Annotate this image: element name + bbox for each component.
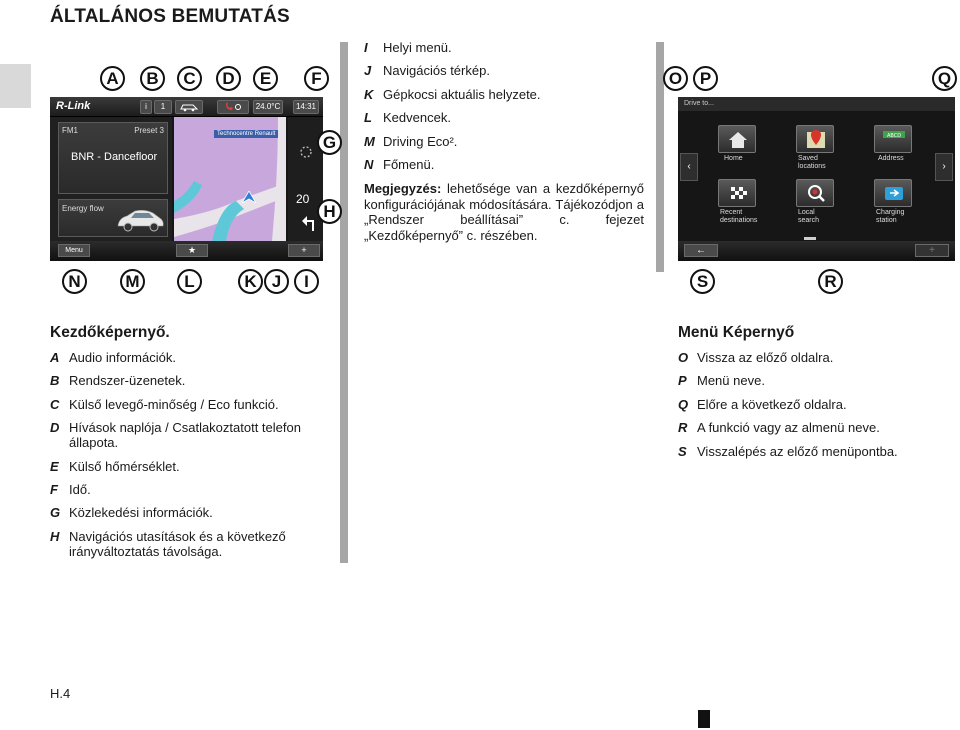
callout-j: J (264, 269, 289, 294)
local-menu-button[interactable]: + (288, 244, 320, 257)
callout-b: B (140, 66, 165, 91)
callout-r: R (818, 269, 843, 294)
menu-legend-list (678, 350, 953, 467)
callout-c: C (177, 66, 202, 91)
legend-item-c: C Külső levegő-minőség / Eco funkció. (50, 396, 279, 412)
corner-mark (698, 710, 710, 728)
next-page-button[interactable]: › (935, 153, 953, 181)
callout-g: G (317, 130, 342, 155)
legend-item-r: R A funkció vagy az almenü neve. (678, 420, 880, 436)
column-divider-left (340, 42, 348, 563)
callout-i: I (294, 269, 319, 294)
callout-e: E (253, 66, 278, 91)
radio-preset: Preset 3 (134, 126, 164, 135)
back-button[interactable]: ← (684, 244, 718, 257)
radio-station: BNR - Dancefloor (71, 151, 158, 163)
side-tab (0, 64, 31, 108)
page-indicator (804, 237, 816, 240)
legend-item-j: J Navigációs térkép. (364, 63, 490, 79)
menu-screen-heading: Menü Képernyő (678, 324, 795, 341)
tile-label-home: Home (724, 155, 743, 162)
legend-item-i: I Helyi menü. (364, 40, 452, 55)
menu-header (678, 97, 955, 111)
phone-icon[interactable] (217, 100, 249, 114)
middle-legend-list (364, 40, 654, 180)
legend-item-s: S Visszalépés az előző menüpontba. (678, 443, 898, 459)
tile-label-address: Address (878, 155, 904, 162)
legend-item-f: F Idő. (50, 481, 91, 497)
legend-item-n: N Főmenü. (364, 156, 435, 172)
map-pin-icon[interactable] (796, 125, 834, 153)
page-number: H.4 (50, 686, 71, 701)
legend-item-m: M Driving Eco². (364, 133, 458, 149)
rlink-logo: R-Link (56, 100, 91, 112)
turn-left-arrow-icon (301, 212, 319, 232)
home-legend-list (50, 350, 335, 567)
callout-d: D (216, 66, 241, 91)
legend-item-d: D Hívások naplója / Csatlakoztatott telefon állapota. (50, 420, 301, 451)
callout-f: F (304, 66, 329, 91)
callout-a: A (100, 66, 125, 91)
callout-m: M (120, 269, 145, 294)
navigation-map[interactable] (174, 117, 286, 241)
energy-flow-label: Energy flow (62, 204, 104, 213)
tile-label-recent-destinations: Recent destinations (720, 209, 758, 224)
legend-item-p: P Menü neve. (678, 373, 765, 389)
car-icon (115, 206, 165, 232)
menu-title: Drive to... (684, 100, 714, 107)
energy-flow-widget[interactable] (58, 199, 168, 237)
home-left-panel (50, 117, 172, 261)
callout-s: S (690, 269, 715, 294)
checkered-flag-icon[interactable] (718, 179, 756, 207)
menu-plus-button[interactable]: + (915, 244, 949, 257)
menu-bottom-bar (678, 241, 955, 261)
tile-label-charging-station: Charging station (876, 209, 905, 224)
configuration-note (364, 181, 644, 243)
callout-k: K (238, 269, 263, 294)
legend-item-q: Q Előre a következő oldalra. (678, 396, 847, 412)
callout-q: Q (932, 66, 957, 91)
legend-item-a: A Audio információk. (50, 350, 176, 365)
callout-h: H (317, 199, 342, 224)
charging-icon[interactable] (874, 179, 912, 207)
search-icon[interactable] (796, 179, 834, 207)
home-bottom-bar (50, 241, 323, 261)
legend-item-g: G Közlekedési információk. (50, 505, 213, 521)
tile-label-local-search: Local search (798, 209, 820, 224)
messages-chip[interactable]: 1 (154, 100, 172, 114)
callout-o: O (663, 66, 688, 91)
home-screen-heading: Kezdőképernyő. (50, 324, 170, 341)
note-text: lehetősége van a kezdőképernyő konfigurációjának módosítására. Tájékozódjon a „Rendszer beállításai” c. fejezet „Kezdőképernyő” c. részében. (364, 181, 644, 243)
temperature-chip: 24.0°C (253, 100, 283, 114)
callout-p: P (693, 66, 718, 91)
next-turn-distance: 20 (296, 192, 310, 206)
page-title: ÁLTALÁNOS BEMUTATÁS (50, 6, 290, 27)
legend-item-o: O Vissza az előző oldalra. (678, 350, 834, 365)
eco-car-icon[interactable] (175, 100, 203, 114)
svg-text:ABCD: ABCD (886, 133, 902, 139)
map-poi-label: Technocentre Renault (214, 130, 278, 138)
legend-item-l: L Kedvencek. (364, 110, 451, 126)
radio-band: FM1 (62, 126, 78, 135)
callout-n: N (62, 269, 87, 294)
callout-l: L (177, 269, 202, 294)
status-bar (50, 97, 323, 117)
tile-label-saved-locations: Saved locations (798, 155, 826, 170)
info-icon[interactable]: i (140, 100, 152, 114)
legend-item-h: H Navigációs utasítások és a következő irányváltoztatás távolsága. (50, 528, 286, 559)
address-icon[interactable] (874, 125, 912, 153)
clock-chip: 14:31 (293, 100, 319, 114)
traffic-loading-icon (299, 145, 313, 159)
favourites-button[interactable]: ★ (176, 244, 208, 257)
legend-item-k: K Gépkocsi aktuális helyzete. (364, 86, 541, 102)
menu-screen-illustration (678, 97, 955, 261)
legend-item-e: E Külső hőmérséklet. (50, 458, 180, 474)
radio-widget[interactable] (58, 122, 168, 194)
previous-page-button[interactable]: ‹ (680, 153, 698, 181)
legend-item-b: B Rendszer-üzenetek. (50, 373, 186, 389)
home-screen-illustration (50, 97, 323, 261)
main-menu-button[interactable]: Menu (58, 244, 90, 257)
note-label: Megjegyzés: (364, 181, 442, 196)
vehicle-position-icon (242, 191, 256, 203)
home-icon[interactable] (718, 125, 756, 153)
